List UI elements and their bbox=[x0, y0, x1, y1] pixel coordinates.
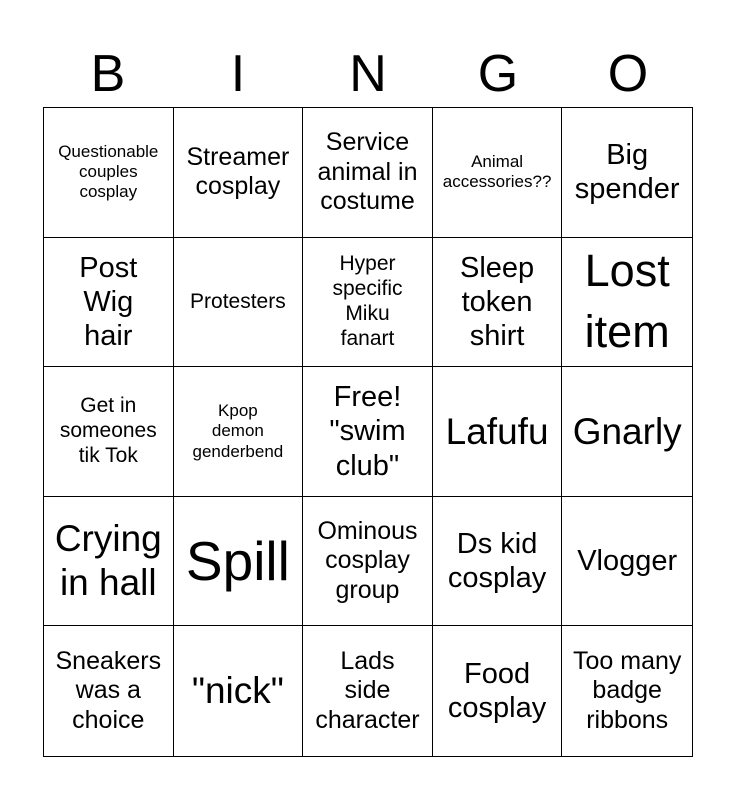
cell-label: Animal accessories?? bbox=[442, 152, 552, 192]
bingo-cell-4-3[interactable] bbox=[303, 497, 433, 627]
bingo-cell-3-5[interactable] bbox=[562, 367, 692, 497]
cell-label: Hyper specific Miku fanart bbox=[332, 252, 403, 350]
cell-label: Lafufu bbox=[445, 410, 549, 452]
bingo-cell-1-4[interactable] bbox=[433, 108, 563, 238]
cell-label: Spill bbox=[185, 529, 290, 592]
bingo-cell-5-2[interactable] bbox=[174, 626, 304, 756]
bingo-cell-5-5[interactable] bbox=[562, 626, 692, 756]
bingo-cell-2-2[interactable] bbox=[174, 238, 304, 368]
cell-label: Protesters bbox=[190, 289, 286, 313]
cell-label: Gnarly bbox=[572, 410, 682, 452]
bingo-cell-4-5[interactable] bbox=[562, 497, 692, 627]
header-letter-o: O bbox=[607, 45, 649, 103]
cell-label: Food cosplay bbox=[447, 657, 547, 725]
cell-label: Questionable couples cosplay bbox=[58, 142, 159, 202]
cell-label: Free! "swim club" bbox=[329, 381, 406, 482]
bingo-cell-2-3[interactable] bbox=[303, 238, 433, 368]
bingo-cell-4-1[interactable] bbox=[44, 497, 174, 627]
cell-label: Streamer cosplay bbox=[186, 142, 290, 201]
bingo-cell-1-1[interactable] bbox=[44, 108, 174, 238]
cell-label: Ds kid cosplay bbox=[447, 527, 547, 595]
bingo-cell-3-3[interactable] bbox=[303, 367, 433, 497]
header-letter-g: G bbox=[477, 45, 519, 103]
bingo-board bbox=[43, 107, 693, 757]
cell-label: Lads side character bbox=[315, 646, 420, 734]
bingo-cell-1-2[interactable] bbox=[174, 108, 304, 238]
cell-label: Too many badge ribbons bbox=[573, 646, 682, 734]
cell-label: Service animal in costume bbox=[317, 128, 418, 216]
header-letter-n: N bbox=[349, 45, 387, 103]
bingo-cell-1-5[interactable] bbox=[562, 108, 692, 238]
cell-label: Sleep token shirt bbox=[460, 251, 535, 352]
bingo-cell-5-1[interactable] bbox=[44, 626, 174, 756]
cell-label: Big spender bbox=[574, 139, 680, 206]
bingo-cell-1-3[interactable] bbox=[303, 108, 433, 238]
header-letter-b: B bbox=[90, 45, 126, 103]
bingo-cell-5-3[interactable] bbox=[303, 626, 433, 756]
bingo-cell-4-2[interactable] bbox=[174, 497, 304, 627]
header-letter-i: I bbox=[230, 45, 246, 103]
cell-label: Lost item bbox=[584, 245, 670, 357]
bingo-cell-3-1[interactable] bbox=[44, 367, 174, 497]
cell-label: Get in someones tik Tok bbox=[59, 394, 157, 467]
cell-label: Kpop demon genderbend bbox=[192, 401, 284, 461]
cell-label: "nick" bbox=[191, 670, 284, 712]
cell-label: Post Wig hair bbox=[79, 251, 138, 352]
cell-label: Crying in hall bbox=[54, 518, 162, 604]
bingo-cell-2-1[interactable] bbox=[44, 238, 174, 368]
cell-label: Vlogger bbox=[577, 544, 678, 577]
bingo-cell-3-4[interactable] bbox=[433, 367, 563, 497]
bingo-cell-3-2[interactable] bbox=[174, 367, 304, 497]
bingo-header bbox=[43, 40, 693, 108]
cell-label: Sneakers was a choice bbox=[55, 646, 162, 734]
cell-label: Ominous cosplay group bbox=[317, 516, 418, 604]
bingo-cell-2-5[interactable] bbox=[562, 238, 692, 368]
bingo-cell-5-4[interactable] bbox=[433, 626, 563, 756]
bingo-cell-4-4[interactable] bbox=[433, 497, 563, 627]
bingo-cell-2-4[interactable] bbox=[433, 238, 563, 368]
